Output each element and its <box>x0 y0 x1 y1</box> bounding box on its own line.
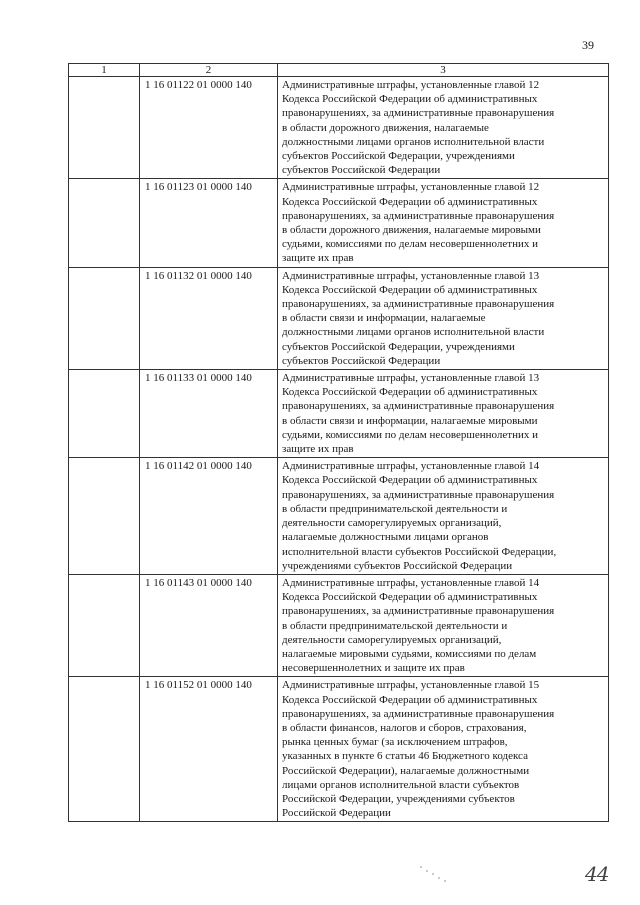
scan-noise <box>420 862 450 884</box>
revenue-description <box>278 77 609 179</box>
table-row <box>69 77 609 179</box>
table-row <box>69 267 609 369</box>
description-line: Кодекса Российской Федерации об административных <box>282 693 538 706</box>
scan-top-edge <box>180 0 440 2</box>
description-line: правонарушениях, за административные правонарушения <box>282 488 555 501</box>
description-line: судьями, комиссиями по делам несовершеннолетних и <box>282 238 539 251</box>
description-line: защите их прав <box>282 443 354 456</box>
description-line: Российской Федерации), налагаемые должностными <box>282 764 530 777</box>
revenue-description <box>278 370 609 458</box>
description-line: налагаемые должностными лицами органов <box>282 531 489 544</box>
description-line: в области связи и информации, налагаемые <box>282 312 486 325</box>
description-line: в области связи и информации, налагаемые мировыми <box>282 414 538 427</box>
description-line: налагаемые мировыми судьями, комиссиями по делам <box>282 647 537 660</box>
table-row <box>69 370 609 458</box>
description-line: Административные штрафы, установленные главой 13 <box>282 269 540 282</box>
description-line: учреждениями субъектов Российской Федерации <box>282 559 513 572</box>
budget-classification-code: 1 16 01143 01 0000 140 <box>140 574 278 676</box>
page-number: 39 <box>582 38 594 52</box>
revenue-description <box>278 179 609 267</box>
column-header-3: 3 <box>278 64 609 77</box>
budget-classification-code: 1 16 01132 01 0000 140 <box>140 267 278 369</box>
budget-classification-code: 1 16 01122 01 0000 140 <box>140 77 278 179</box>
description-line: Административные штрафы, установленные главой 12 <box>282 181 540 194</box>
revenue-codes-table <box>68 63 609 822</box>
description-line: субъектов Российской Федерации, учреждениями <box>282 340 515 353</box>
description-line: в области предпринимательской деятельности и <box>282 502 508 515</box>
budget-classification-code: 1 16 01152 01 0000 140 <box>140 677 278 822</box>
description-line: Административные штрафы, установленные главой 13 <box>282 372 540 385</box>
cell-column-1 <box>69 179 140 267</box>
revenue-description <box>278 458 609 575</box>
table-row <box>69 677 609 822</box>
description-line: Административные штрафы, установленные главой 14 <box>282 460 540 473</box>
budget-classification-code: 1 16 01123 01 0000 140 <box>140 179 278 267</box>
table-row <box>69 458 609 575</box>
description-line: в области дорожного движения, налагаемые <box>282 121 489 134</box>
description-line: защите их прав <box>282 252 354 265</box>
description-line: должностными лицами органов исполнительной власти <box>282 326 545 339</box>
description-line: субъектов Российской Федерации <box>282 164 441 177</box>
description-line: должностными лицами органов исполнительной власти <box>282 135 545 148</box>
description-line: Административные штрафы, установленные главой 15 <box>282 679 540 692</box>
description-line: судьями, комиссиями по делам несовершеннолетних и <box>282 428 539 441</box>
cell-column-1 <box>69 370 140 458</box>
cell-column-1 <box>69 77 140 179</box>
description-line: Кодекса Российской Федерации об административных <box>282 386 538 399</box>
description-line: Кодекса Российской Федерации об административных <box>282 283 538 296</box>
description-line: субъектов Российской Федерации, учреждениями <box>282 150 515 163</box>
description-line: правонарушениях, за административные правонарушения <box>282 107 555 120</box>
revenue-description <box>278 677 609 822</box>
revenue-description <box>278 267 609 369</box>
description-line: исполнительной власти субъектов Российской Федерации, <box>282 545 557 558</box>
description-line: Кодекса Российской Федерации об административных <box>282 591 538 604</box>
budget-classification-code: 1 16 01133 01 0000 140 <box>140 370 278 458</box>
cell-column-1 <box>69 677 140 822</box>
table-row <box>69 574 609 676</box>
description-line: субъектов Российской Федерации <box>282 354 441 367</box>
description-line: Административные штрафы, установленные главой 14 <box>282 576 540 589</box>
description-line: деятельности саморегулируемых организаций, <box>282 517 502 530</box>
table-header-row <box>69 64 609 77</box>
description-line: Кодекса Российской Федерации об административных <box>282 474 538 487</box>
description-line: в области предпринимательской деятельности и <box>282 619 508 632</box>
column-header-2: 2 <box>140 64 278 77</box>
description-line: правонарушениях, за административные правонарушения <box>282 209 555 222</box>
description-line: несовершеннолетних и защите их прав <box>282 662 465 675</box>
column-header-1: 1 <box>69 64 140 77</box>
cell-column-1 <box>69 458 140 575</box>
cell-column-1 <box>69 574 140 676</box>
description-line: указанных в пункте 6 статьи 46 Бюджетного кодекса <box>282 750 528 763</box>
revenue-description <box>278 574 609 676</box>
description-line: Кодекса Российской Федерации об административных <box>282 93 538 106</box>
description-line: правонарушениях, за административные правонарушения <box>282 605 555 618</box>
description-line: Кодекса Российской Федерации об административных <box>282 195 538 208</box>
description-line: Российской Федерации, учреждениями субъектов <box>282 792 515 805</box>
description-line: в области финансов, налогов и сборов, страхования, <box>282 721 527 734</box>
description-line: правонарушениях, за административные правонарушения <box>282 298 555 311</box>
handwritten-sheet-number: 44 <box>585 862 609 886</box>
budget-classification-code: 1 16 01142 01 0000 140 <box>140 458 278 575</box>
description-line: в области дорожного движения, налагаемые мировыми <box>282 224 541 237</box>
description-line: Российской Федерации <box>282 807 391 820</box>
description-line: рынка ценных бумаг (за исключением штрафов, <box>282 736 508 749</box>
description-line: правонарушениях, за административные правонарушения <box>282 707 555 720</box>
description-line: деятельности саморегулируемых организаций, <box>282 633 502 646</box>
description-line: лицами органов исполнительной власти субъектов <box>282 778 520 791</box>
table-row <box>69 179 609 267</box>
description-line: правонарушениях, за административные правонарушения <box>282 400 555 413</box>
cell-column-1 <box>69 267 140 369</box>
description-line: Административные штрафы, установленные главой 12 <box>282 79 540 91</box>
